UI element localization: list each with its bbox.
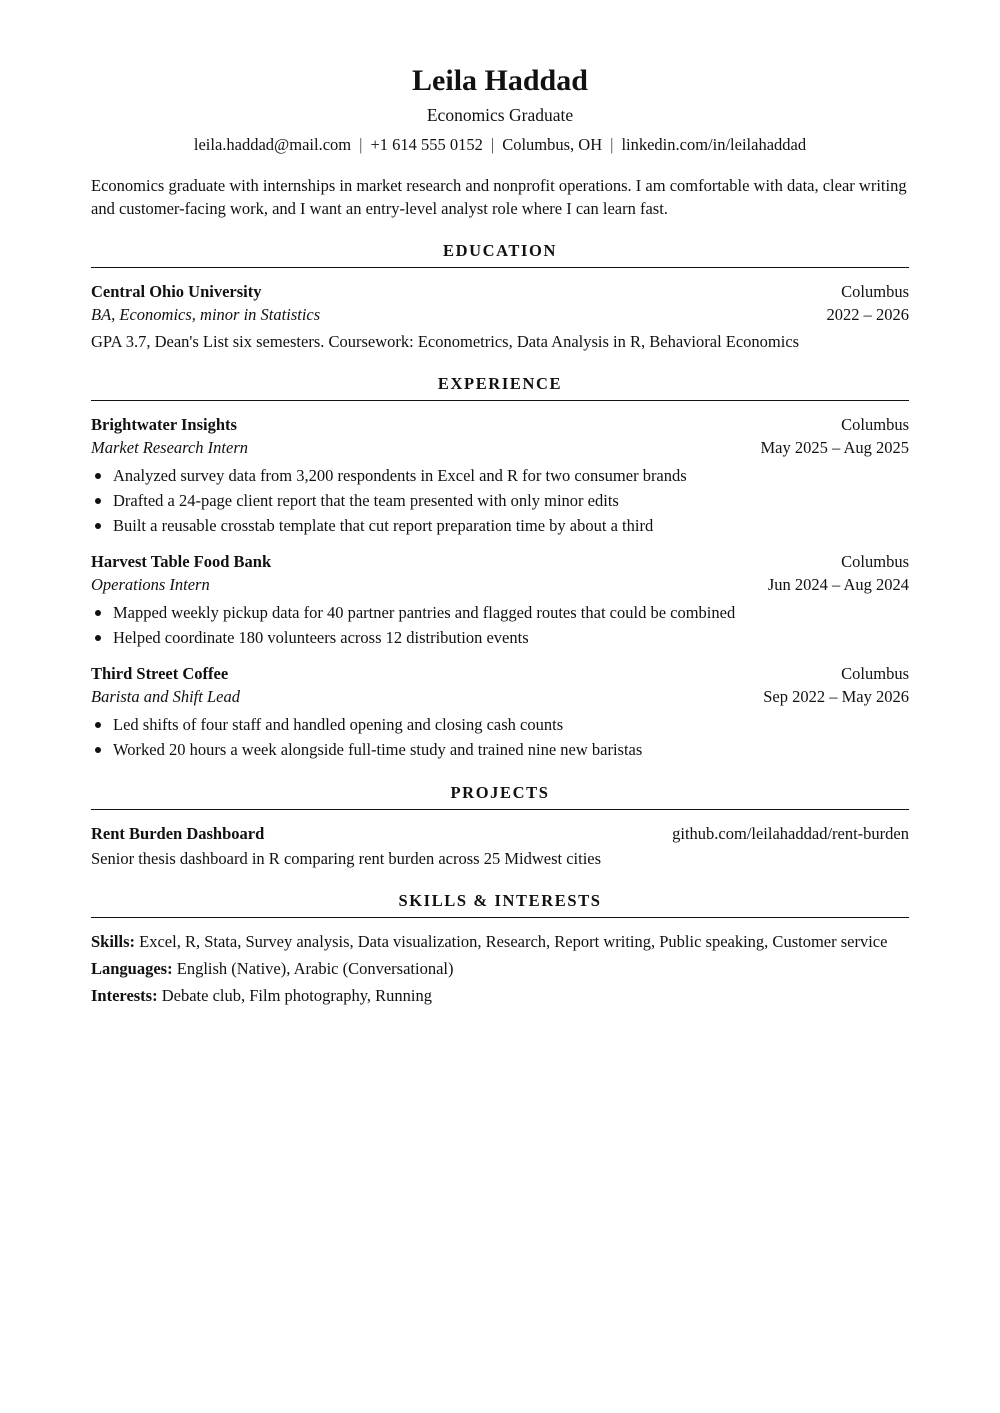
section-title-education: EDUCATION (91, 240, 909, 268)
section-title-projects: PROJECTS (91, 782, 909, 810)
job-dates: Jun 2024 – Aug 2024 (767, 575, 909, 594)
employer-name: Harvest Table Food Bank (91, 552, 272, 571)
bullet-text: Drafted a 24-page client report that the team presented with only minor edits (113, 491, 619, 510)
employer-location: Columbus (841, 664, 909, 683)
bullet-text: Led shifts of four staff and handled opening and closing cash counts (113, 715, 564, 734)
job-title: Operations Intern (91, 575, 210, 594)
education-header-row (91, 280, 909, 303)
experience-entry (91, 662, 909, 762)
employer-name: Third Street Coffee (91, 664, 229, 683)
experience-role-row (91, 436, 909, 459)
bullet-item (91, 513, 909, 538)
employer-location: Columbus (841, 552, 909, 571)
bullet-text: Worked 20 hours a week alongside full-time study and trained nine new baristas (113, 740, 643, 759)
section-title-experience: EXPERIENCE (91, 373, 909, 401)
bullet-dot-icon (95, 747, 101, 753)
skill-label: Skills: (91, 932, 136, 951)
interests-line (91, 984, 909, 1007)
bullet-text: Analyzed survey data from 3,200 respondents in Excel and R for two consumer brands (113, 466, 687, 485)
bullet-dot-icon (95, 523, 101, 529)
bullet-text: Built a reusable crosstab template that cut report preparation time by about a third (113, 516, 654, 535)
bullet-dot-icon (95, 610, 101, 616)
job-dates: May 2025 – Aug 2025 (760, 438, 909, 457)
bullet-item (91, 488, 909, 513)
education-details: GPA 3.7, Dean's List six semesters. Coursework: Econometrics, Data Analysis in R, Behavioral Economics (91, 332, 800, 351)
contact-separator: | (359, 135, 363, 154)
experience-header-row (91, 662, 909, 685)
contact-phone[interactable]: +1 614 555 0152 (370, 135, 483, 154)
skill-label: Languages: (91, 959, 173, 978)
candidate-name: Leila Haddad (412, 64, 588, 97)
education-degree-row (91, 303, 909, 326)
section-title-skills: SKILLS & INTERESTS (91, 890, 909, 918)
candidate-headline: Economics Graduate (426, 105, 574, 125)
school-location: Columbus (841, 282, 909, 301)
bullet-text: Helped coordinate 180 volunteers across 12 distribution events (113, 628, 529, 647)
experience-header-row (91, 413, 909, 436)
skill-value: English (Native), Arabic (Conversational) (176, 959, 454, 978)
summary-paragraph: Economics graduate with internships in market research and nonprofit operations. I am comfortable with data, clear writing and customer-facing work, and I want an entry-level analyst role where I can learn fast. (91, 176, 907, 218)
experience-header-row (91, 550, 909, 573)
bullet-item (91, 737, 909, 762)
experience-bullets (91, 712, 909, 762)
bullet-dot-icon (95, 498, 101, 504)
job-title: Barista and Shift Lead (91, 687, 240, 706)
project-entry (91, 822, 909, 870)
skills-block (91, 930, 909, 1007)
contact-email[interactable]: leila.haddad@mail.com (193, 135, 352, 154)
contact-line (91, 134, 909, 156)
project-description: Senior thesis dashboard in R comparing rent burden across 25 Midwest cities (91, 849, 602, 868)
project-header-row (91, 822, 909, 845)
bullet-dot-icon (95, 722, 101, 728)
education-entry (91, 280, 909, 353)
skill-value: Excel, R, Stata, Survey analysis, Data visualization, Research, Report writing, Public speaking, Customer service (139, 932, 888, 951)
skills-line (91, 930, 909, 953)
bullet-dot-icon (95, 635, 101, 641)
skill-label: Interests: (91, 986, 158, 1005)
contact-linkedin[interactable]: linkedin.com/in/leilahaddad (621, 135, 807, 154)
bullet-item (91, 625, 909, 650)
degree: BA, Economics, minor in Statistics (91, 305, 321, 324)
project-link[interactable]: github.com/leilahaddad/rent-burden (672, 824, 909, 843)
bullet-item (91, 600, 909, 625)
skill-value: Debate club, Film photography, Running (161, 986, 432, 1005)
resume-content (91, 62, 909, 1007)
experience-bullets (91, 600, 909, 650)
employer-location: Columbus (841, 415, 909, 434)
contact-location: Columbus, OH (502, 135, 603, 154)
bullet-item (91, 463, 909, 488)
bullet-item (91, 712, 909, 737)
education-dates: 2022 – 2026 (826, 305, 909, 324)
contact-separator: | (490, 135, 495, 154)
experience-bullets (91, 463, 909, 538)
employer-name: Brightwater Insights (91, 415, 237, 434)
experience-entry (91, 550, 909, 650)
languages-line (91, 957, 909, 980)
bullet-dot-icon (95, 473, 101, 479)
job-title: Market Research Intern (91, 438, 248, 457)
experience-role-row (91, 573, 909, 596)
experience-role-row (91, 685, 909, 708)
experience-entry (91, 413, 909, 538)
bullet-text: Mapped weekly pickup data for 40 partner pantries and flagged routes that could be combined (113, 603, 736, 622)
contact-separator: | (610, 135, 614, 154)
school-name: Central Ohio University (91, 282, 262, 301)
job-dates: Sep 2022 – May 2026 (763, 687, 909, 706)
project-name: Rent Burden Dashboard (91, 824, 265, 843)
